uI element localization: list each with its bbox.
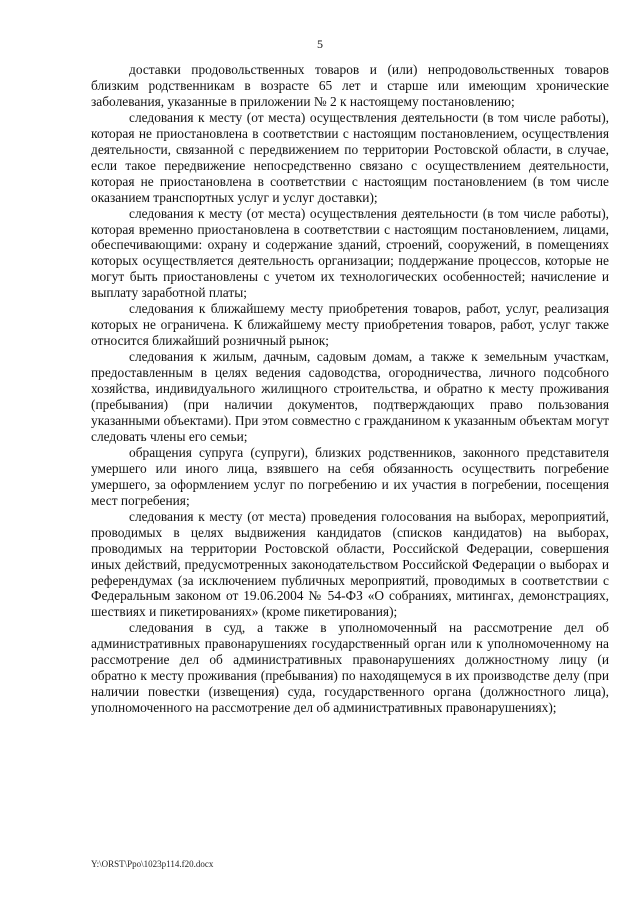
paragraph: следования к жилым, дачным, садовым домам, а также к земельным участкам, предоставленным в целях ведения садоводства, огородничества, личного подсобного хозяйства, индивидуального жилищного строительства, и обратно к месту проживания (пребывания) (при наличии документов, подтверждающих право пользования указанными объектами). При этом совместно с гражданином к указанным объектам могут следовать члены его семьи;: [91, 349, 609, 444]
paragraph: доставки продовольственных товаров и (или) непродовольственных товаров близким родственникам в возрасте 65 лет и старше или имеющим хронические заболевания, указанные в приложении № 2 к настоящему постановлению;: [91, 62, 609, 109]
page-number: 5: [317, 37, 323, 51]
paragraph: следования к месту (от места) проведения голосования на выборах, мероприятий, проводимых в целях выдвижения кандидатов (списков кандидатов) на выборах, проводимых на территории Ростовской области, Российской Федерации, совершения иных действий, предусмотренных законодательством Российской Федерации о выборах и референдумах (за исключением публичных мероприятий, проводимых в соответствии с Федеральным законом от 19.06.2004 № 54-ФЗ «О собраниях, митингах, демонстрациях, шествиях и пикетированиях» (кроме пикетирования);: [91, 508, 609, 620]
paragraph: следования в суд, а также в уполномоченный на рассмотрение дел об административных правонарушениях государственный орган или к уполномоченному на рассмотрение дел об административных правонарушениях должностному лицу (и обратно к месту проживания (пребывания) по находящемуся в их производстве делу (при наличии повестки (извещения) суда, государственного органа (должностного лица), уполномоченного на рассмотрение дел об административных правонарушениях);: [91, 620, 609, 716]
paragraph: обращения супруга (супруги), близких родственников, законного представителя умершего или иного лица, взявшего на себя обязанность осуществить погребение умершего, за оформлением услуг по погребению и их участия в погребении, посещения мест погребения;: [91, 444, 609, 508]
paragraph: следования к месту (от места) осуществления деятельности (в том числе работы), которая не приостановлена в соответствии с настоящим постановлением, осуществления деятельности, связанной с передвижением по территории Ростовской области, в случае, если такое передвижение непосредственно связано с осуществлением деятельности, которая не приостановлена в соответствии с настоящим постановлением (в том числе оказанием транспортных услуг и услуг доставки);: [91, 109, 609, 205]
paragraph: следования к месту (от места) осуществления деятельности (в том числе работы), которая временно приостановлена в соответствии с настоящим постановлением, лицами, обеспечивающими: охрану и содержание зданий, строений, сооружений, в помещениях которых осуществляется деятельность организации; поддержание процессов, которые не могут быть приостановлены с учетом их технологических особенностей; начисление и выплату заработной платы;: [91, 205, 609, 301]
document-body: [91, 62, 609, 716]
footer-file-path: Y:\ORST\Ppo\1023p114.f20.docx: [91, 859, 214, 869]
paragraph: следования к ближайшему месту приобретения товаров, работ, услуг, реализация которых не ограничена. К ближайшему месту приобретения товаров, работ, услуг также относится ближайший розничный рынок;: [91, 301, 609, 349]
